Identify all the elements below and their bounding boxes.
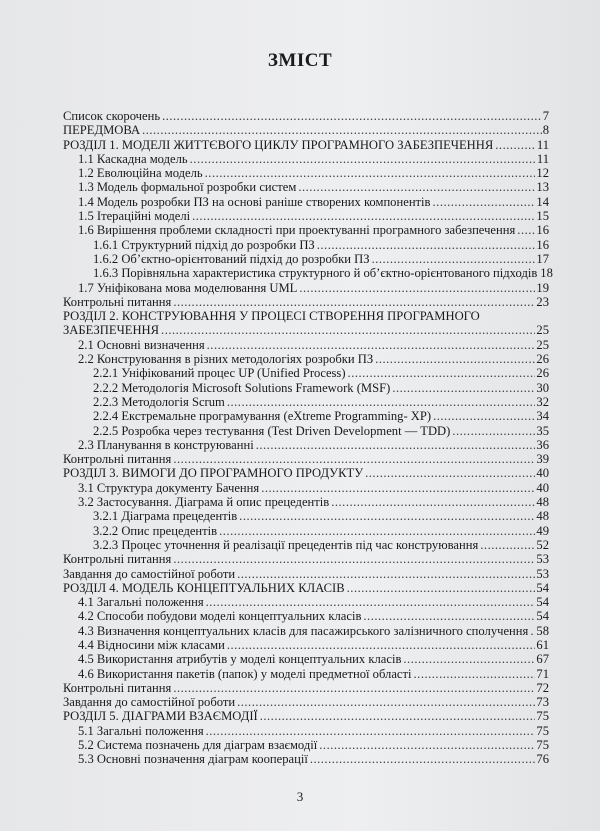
toc-entry-title: 4.6 Використання пакетів (папок) у моделі предметної області — [78, 666, 412, 681]
toc-entry-title: 2.2 Конструювання в різних методологіях розробки ПЗ — [78, 352, 374, 367]
toc-entry — [63, 624, 549, 638]
toc-entry — [63, 123, 549, 137]
toc-entry — [63, 595, 549, 609]
toc-entry — [63, 538, 549, 552]
toc-entry-page: 17 — [536, 251, 549, 266]
toc-entry-page: 11 — [536, 137, 549, 152]
toc-entry-title: 5.2 Система позначень для діаграм взаємодії — [78, 738, 318, 753]
dot-leader — [365, 466, 535, 480]
dot-leader — [173, 681, 535, 695]
toc-entry-page: 67 — [536, 652, 549, 667]
toc-entry — [63, 166, 549, 180]
toc-entry-page: 32 — [536, 394, 549, 409]
toc-entry-page: 7 — [542, 109, 549, 123]
dot-leader — [299, 281, 535, 295]
dot-leader — [452, 424, 535, 438]
dot-leader — [363, 609, 535, 623]
toc-entry-title: 5.3 Основні позначення діаграм кооперації — [78, 752, 308, 767]
toc-entry-title: Контрольні питання — [63, 552, 172, 567]
toc-entry-title: 1.2 Еволюційна модель — [78, 166, 203, 181]
dot-leader — [261, 481, 535, 495]
dot-leader — [161, 323, 535, 337]
toc-entry — [63, 381, 549, 395]
toc-entry-title: 2.2.5 Розробка через тестування (Test Driven Development — TDD) — [93, 423, 451, 438]
toc-entry-title: 2.2.3 Методологія Scrum — [93, 394, 225, 409]
toc-entry — [63, 238, 549, 252]
toc-entry-page: 76 — [536, 752, 549, 767]
dot-leader — [403, 652, 535, 666]
page-number: 3 — [296, 789, 304, 804]
toc-entry-title: 2.1 Основні визначення — [78, 337, 205, 352]
dot-leader — [414, 667, 536, 681]
toc-entry-title: 1.7 Уніфікована мова моделювання UML — [78, 280, 298, 295]
toc-entry-title: 3.2.2 Опис прецедентів — [93, 523, 218, 538]
toc-entry — [63, 752, 549, 766]
dot-leader — [205, 166, 536, 180]
toc-entry-page: 14 — [536, 194, 549, 209]
table-of-contents — [63, 109, 553, 767]
dot-leader — [480, 538, 535, 552]
toc-entry-title: 1.6 Вирішення проблеми складності при проектуванні програмного забезпечення — [78, 223, 516, 238]
dot-leader — [495, 138, 536, 152]
toc-entry — [63, 266, 553, 281]
dot-leader — [317, 238, 536, 252]
toc-entry-title: Контрольні питання — [63, 294, 172, 309]
toc-entry — [63, 724, 549, 738]
dot-leader — [227, 395, 536, 409]
dot-leader — [372, 252, 536, 266]
toc-entry — [63, 681, 549, 695]
toc-entry-page: 40 — [536, 466, 549, 481]
toc-entry-title: 5.1 Загальні положення — [78, 723, 204, 738]
dot-leader — [298, 180, 535, 194]
toc-entry-title: 2.2.1 Уніфікований процес UP (Unified Process) — [93, 366, 346, 381]
toc-entry-page: 39 — [536, 452, 549, 467]
toc-entry-title: РОЗДІЛ 3. ВИМОГИ ДО ПРОГРАМНОГО ПРОДУКТУ — [63, 466, 364, 481]
toc-entry — [63, 209, 549, 223]
toc-entry-page: 40 — [536, 480, 549, 495]
dot-leader — [331, 495, 535, 509]
toc-entry — [63, 409, 549, 423]
toc-entry-title: 2.2.4 Екстремальне програмування (eXtreme Programming- XP) — [93, 409, 432, 424]
dot-leader — [173, 452, 535, 466]
toc-entry — [63, 452, 549, 466]
toc-entry-page: 54 — [536, 580, 549, 595]
toc-entry — [63, 180, 549, 194]
dot-leader — [192, 209, 535, 223]
dot-leader — [319, 738, 535, 752]
toc-entry — [63, 109, 549, 123]
toc-entry-page: 71 — [536, 666, 549, 681]
toc-entry-title: Список скорочень — [63, 109, 161, 123]
toc-entry-page: 36 — [536, 437, 549, 452]
dot-leader — [162, 109, 542, 123]
toc-entry-page: 30 — [536, 380, 549, 395]
toc-entry — [63, 581, 549, 595]
toc-entry — [63, 295, 549, 309]
toc-entry-title: РОЗДІЛ 1. МОДЕЛІ ЖИТТЄВОГО ЦИКЛУ ПРОГРАМНОГО ЗАБЕЗПЕЧЕННЯ — [63, 137, 494, 152]
toc-entry-title: 1.4 Модель розробки ПЗ на основі раніше створених компонентів — [78, 194, 431, 209]
toc-entry — [63, 466, 549, 480]
toc-entry-title: ЗАБЕЗПЕЧЕННЯ — [63, 323, 160, 338]
toc-entry-title: 3.2.3 Процес уточнення й реалізації прецедентів під час конструювання — [93, 537, 479, 552]
toc-entry-page: 75 — [536, 738, 549, 753]
toc-entry-title: 4.1 Загальні положення — [78, 595, 204, 610]
toc-entry-title: 4.2 Способи побудови моделі концептуальних класів — [78, 609, 362, 624]
toc-entry — [63, 609, 549, 623]
dot-leader — [237, 567, 535, 581]
toc-entry-title: 1.6.3 Порівняльна характеристика структурного й об’єктно-орієнтованого підходів — [93, 266, 538, 281]
toc-entry — [63, 252, 549, 266]
toc-entry — [63, 709, 549, 723]
toc-entry — [63, 309, 549, 323]
dot-leader — [206, 595, 536, 609]
toc-entry-title: 1.1 Каскадна модель — [78, 151, 188, 166]
dot-leader — [219, 524, 535, 538]
toc-entry-page: 11 — [536, 151, 549, 166]
toc-entry-page: 53 — [536, 552, 549, 567]
toc-entry — [63, 738, 549, 752]
toc-entry — [63, 652, 549, 666]
toc-entry — [63, 695, 549, 709]
dot-leader — [517, 223, 535, 237]
toc-entry-page: 48 — [536, 509, 549, 524]
toc-entry-title: 1.6.1 Структурний підхід до розробки ПЗ — [93, 237, 315, 252]
toc-entry-title: РОЗДІЛ 5. ДІАГРАМИ ВЗАЄМОДІЇ — [63, 709, 258, 724]
toc-entry-page: 61 — [536, 637, 549, 652]
toc-entry-page: 25 — [536, 323, 549, 338]
dot-leader — [227, 638, 536, 652]
toc-entry-page: 54 — [536, 609, 549, 624]
toc-entry-page: 75 — [536, 709, 549, 724]
toc-entry-title: 1.3 Модель формальної розробки систем — [78, 180, 297, 195]
dot-leader — [260, 709, 536, 723]
toc-entry — [63, 552, 549, 566]
toc-entry — [63, 223, 549, 237]
toc-entry — [63, 338, 549, 352]
toc-entry — [63, 638, 549, 652]
toc-entry-title: 1.6.2 Об’єктно-орієнтований підхід до розробки ПЗ — [93, 251, 370, 266]
toc-entry-page: 19 — [536, 280, 549, 295]
toc-entry-page: 15 — [536, 209, 549, 224]
toc-entry — [63, 481, 549, 495]
toc-entry-page: 25 — [536, 337, 549, 352]
dot-leader — [173, 552, 535, 566]
toc-entry-page: 75 — [536, 723, 549, 738]
toc-entry — [63, 667, 549, 681]
toc-entry-page: 26 — [536, 366, 549, 381]
toc-entry — [63, 281, 549, 295]
toc-entry — [63, 395, 549, 409]
toc-entry-title: 3.1 Структура документу Бачення — [78, 480, 260, 495]
toc-entry — [63, 366, 549, 380]
toc-entry-title: Контрольні питання — [63, 680, 172, 695]
toc-entry-page: 16 — [536, 223, 549, 238]
toc-entry-page: 34 — [536, 409, 549, 424]
toc-entry — [63, 495, 549, 509]
dot-leader — [206, 724, 536, 738]
toc-entry-title: РОЗДІЛ 4. МОДЕЛЬ КОНЦЕПТУАЛЬНИХ КЛАСІВ — [63, 580, 345, 595]
toc-entry-page: 48 — [536, 495, 549, 510]
toc-entry-title: ПЕРЕДМОВА — [63, 123, 141, 138]
toc-entry-title: РОЗДІЛ 2. КОНСТРУЮВАННЯ У ПРОЦЕСІ СТВОРЕННЯ ПРОГРАМНОГО — [63, 309, 480, 324]
dot-leader — [392, 381, 535, 395]
toc-entry-title: 1.5 Ітераційні моделі — [78, 209, 191, 224]
toc-entry — [63, 424, 549, 438]
toc-entry-title: 2.2.2 Методологія Microsoft Solutions Framework (MSF) — [93, 380, 391, 395]
toc-entry-page: 23 — [536, 294, 549, 309]
dot-leader — [207, 338, 536, 352]
dot-leader — [348, 366, 536, 380]
dot-leader — [433, 195, 536, 209]
toc-entry — [63, 138, 549, 152]
toc-entry-page: 13 — [536, 180, 549, 195]
dot-leader — [190, 152, 536, 166]
toc-entry-page: 52 — [536, 537, 549, 552]
dot-leader — [173, 295, 535, 309]
toc-entry-title: Завдання до самостійної роботи — [63, 695, 236, 710]
toc-entry — [63, 323, 549, 337]
toc-entry-title: Контрольні питання — [63, 452, 172, 467]
toc-entry-page: 53 — [536, 566, 549, 581]
toc-entry-page: 54 — [536, 595, 549, 610]
dot-leader — [142, 123, 542, 137]
dot-leader — [310, 752, 536, 766]
toc-entry-title: Завдання до самостійної роботи — [63, 566, 236, 581]
toc-entry-page: 49 — [536, 523, 549, 538]
toc-entry — [63, 152, 549, 166]
toc-entry-title: 4.5 Використання атрибутів у моделі концептуальних класів — [78, 652, 402, 667]
page-title: ЗМІСТ — [267, 50, 333, 71]
toc-entry-page: 8 — [542, 123, 549, 138]
toc-entry — [63, 567, 549, 581]
toc-entry-page: 26 — [536, 352, 549, 367]
toc-entry-title: 3.2.1 Діаграма прецедентів — [93, 509, 238, 524]
toc-entry-title: 4.4 Відносини між класами — [78, 637, 225, 652]
toc-entry — [63, 352, 549, 366]
dot-leader — [347, 581, 536, 595]
dot-leader — [256, 438, 536, 452]
toc-entry — [63, 438, 549, 452]
dot-leader — [433, 409, 535, 423]
toc-entry-page: 73 — [536, 695, 549, 710]
dot-leader — [239, 509, 535, 523]
dot-leader — [375, 352, 535, 366]
toc-entry — [63, 509, 549, 523]
toc-entry — [63, 524, 549, 538]
toc-entry-page: 58 — [536, 623, 549, 638]
toc-entry-page: 72 — [536, 680, 549, 695]
toc-entry-page: 35 — [536, 423, 549, 438]
toc-entry-page: 18 — [540, 266, 553, 281]
toc-entry-page: 16 — [536, 237, 549, 252]
dot-leader — [237, 695, 535, 709]
toc-entry-title: 4.3 Визначення концептуальних класів для пасажирського залізничного сполучення — [78, 623, 529, 638]
toc-entry — [63, 195, 549, 209]
toc-entry-title: 2.3 Планування в конструюванні — [78, 437, 254, 452]
toc-entry-page: 12 — [536, 166, 549, 181]
toc-entry-title: 3.2 Застосування. Діаграма й опис прецедентів — [78, 495, 330, 510]
